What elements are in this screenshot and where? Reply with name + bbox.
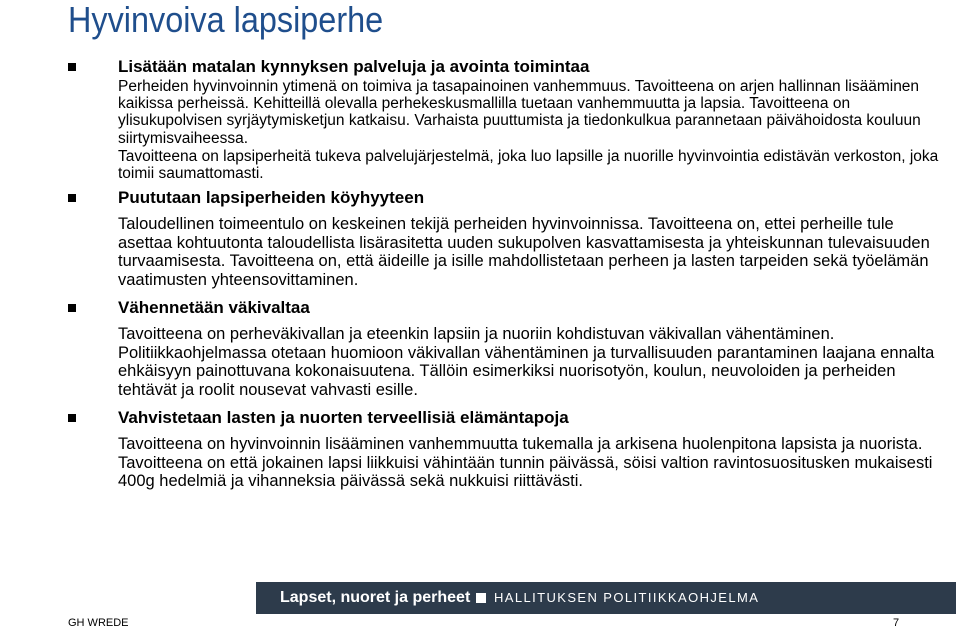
- slide-title: Hyvinvoiva lapsiperhe: [68, 0, 384, 40]
- footer-program-name: Lapset, nuoret ja perheet: [280, 589, 471, 606]
- section-heading: Lisätään matalan kynnyksen palveluja ja avointa toimintaa: [118, 57, 590, 76]
- section-heading: Puututaan lapsiperheiden köyhyyteen: [118, 188, 425, 208]
- slide-content: [68, 56, 948, 491]
- section-heading: Vähennetään väkivaltaa: [118, 298, 310, 318]
- square-bullet-icon: [68, 414, 76, 422]
- section-healthy-lifestyles: [68, 407, 948, 491]
- section-paragraph: Tavoitteena on hyvinvoinnin lisääminen vanhemmuutta tukemalla ja arkisena huolenpitona lapsista ja nuorista. Tavoitteena on että jokainen lapsi liikkuisi vähintään tunnin päivässä, söisi valtion ravintosuositusken mukaisesti 400g hedelmiä ja vihanneksia päivässä sekä nukkuisi riittävästi.: [118, 435, 933, 491]
- square-bullet-icon: [68, 63, 76, 71]
- section-heading: Vahvistetaan lasten ja nuorten terveellisiä elämäntapoja: [118, 408, 569, 428]
- section-low-threshold-services: [68, 56, 948, 182]
- square-bullet-icon: [68, 304, 76, 312]
- section-violence: [68, 297, 948, 399]
- section-paragraph: Tavoitteena on perheväkivallan ja eteenkin lapsiin ja nuoriin kohdistuvan väkivallan vähentäminen. Politiikkaohjelmassa otetaan huomioon väkivallan vähentäminen ja turvallisuuden parantaminen laajana ennalta ehkäisyyn painottuvana kokonaisuutena. Tällöin esimerkiksi nuorisotyön, koulun, neuvoloiden ja perheiden tehtävät ja roolit nousevat vahvasti esille.: [118, 325, 935, 399]
- page-number: 7: [893, 617, 900, 629]
- section-paragraph: Perheiden hyvinvoinnin ytimenä on toimiva ja tasapainoinen vanhemmuus. Tavoitteena on arjen hallinnan lisääminen kaikissa perheissä. Kehitteillä olevalla perhekeskusmallilla tuetaan vanhemmuutta ja lapsia. Tavoitteena on ylisukupolvisen syrjäytymisketjun katkaisu. Varhaista puuttumista ja tiedonkulkua parannetaan päivähoidosta kouluun siirtymisvaiheessa.: [118, 78, 921, 147]
- square-separator-icon: [476, 593, 486, 603]
- section-paragraph: Tavoitteena on lapsiperheitä tukeva palvelujärjestelmä, joka luo lapsille ja nuorille hyvinvointia edistävän verkoston, joka toimii saumattomasti.: [118, 147, 939, 183]
- square-bullet-icon: [68, 194, 76, 202]
- footer-author: GH WREDE: [68, 617, 129, 629]
- footer-banner: [256, 582, 956, 614]
- section-child-poverty: [68, 187, 948, 289]
- footer-government-program: HALLITUKSEN POLITIIKKAOHJELMA: [494, 590, 760, 605]
- section-paragraph: Taloudellinen toimeentulo on keskeinen tekijä perheiden hyvinvoinnissa. Tavoitteena on, ettei perheille tule asettaa kohtuutonta taloudellista lisärasitetta uuden sukupolven kasvattamisesta ja yhteiskunnan tulevaisuuden turvaamisesta. Tavoitteena on, että äideille ja isille mahdollistetaan perheen ja lasten tarpeiden sekä työelämän vaatimusten yhteensovittaminen.: [118, 215, 930, 289]
